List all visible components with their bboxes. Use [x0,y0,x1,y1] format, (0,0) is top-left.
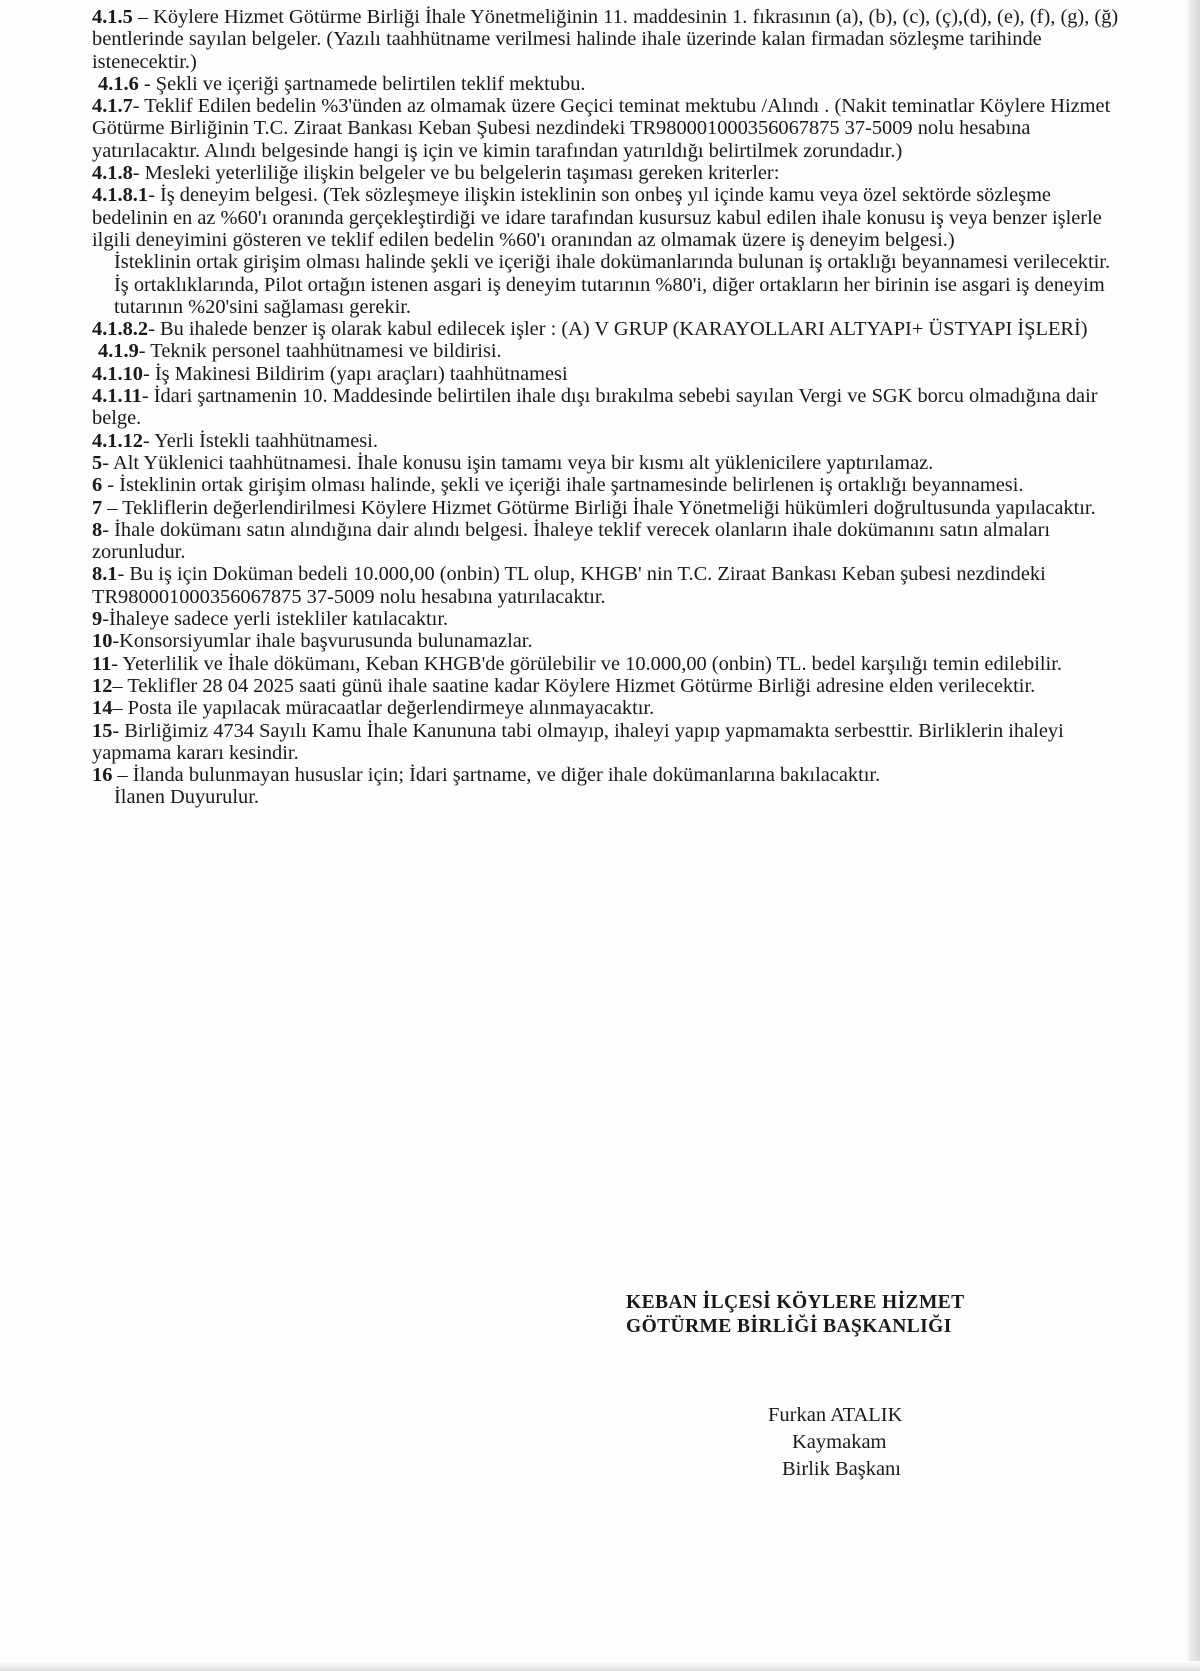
item-text: - Mesleki yeterliliğe ilişkin belgeler ve bu belgelerin taşıması gereken kriterler: [132,162,780,185]
paragraph-14 [92,697,1122,719]
scan-edge-shadow [1186,0,1200,1671]
item-number: 14 [92,697,113,720]
item-number: 4.1.5 [92,6,133,28]
item-number: 12 [92,674,113,697]
item-text: - İş deneyim belgesi. (Tek sözleşmeye ilişkin isteklinin son onbeş yıl içinde kamu veya özel sektörde sözleşme bedelinin en az %60'ı oranında gerçekleştirdiği ve idare tarafından kusursuz kabul edilen ihale konusu iş veya benzer işlerle ilgili deneyimini gösteren ve teklif edilen bedelin %60'ı oranından az olmamak üzere iş deneyim belgesi.) [92,184,1102,251]
item-number: 9 [92,608,103,631]
item-number: 11 [92,652,112,675]
signature-organization [626,1291,1066,1339]
item-text: – Teklifler 28 04 2025 saati günü ihale saatine kadar Köylere Hizmet Götürme Birliği adresine elden verilecektir. [112,674,1036,697]
item-text: - Yeterlilik ve İhale dökümanı, Keban KHGB'de görülebilir ve 10.000,00 (onbin) TL. bedel karşılığı temin edilebilir. [111,652,1062,675]
paragraph-11 [92,653,1122,675]
item-text: - Yerli İstekli taahhütnamesi. [142,429,379,452]
item-text: - İş Makinesi Bildirim (yapı araçları) taahhütnamesi [142,362,568,385]
item-number: 8.1 [92,563,118,586]
paragraph-16 [92,764,1122,786]
item-text: – Posta ile yapılacak müracaatlar değerlendirmeye alınmayacaktır. [112,697,655,720]
item-text: - İsteklinin ortak girişim olması halinde, şekli ve içeriği ihale şartnamesinde belirlenen iş ortaklığı beyannamesi. [102,474,1024,497]
paragraph-9 [92,608,1122,630]
paragraph-4-1-7 [92,95,1122,162]
item-number: 4.1.8.1 [92,184,149,207]
closing-line: İlanen Duyurulur. [114,786,259,809]
scan-edge-shadow-bottom [0,1661,1200,1671]
signer-title: Kaymakam [792,1431,887,1453]
item-number: 4.1.12 [92,429,143,452]
paragraph-4-1-9 [92,340,1122,362]
paragraph-15 [92,720,1122,765]
item-text: - Teknik personel taahhütnamesi ve bildirisi. [138,340,502,363]
item-number: 16 [92,764,113,787]
paragraph-4-1-8 [92,162,1122,184]
item-text: - İhale dokümanı satın alındığına dair alındı belgesi. İhaleye teklif verecek olanların ihale dokümanını satın almaları zorunludur. [92,518,1051,564]
item-text: – Tekliflerin değerlendirilmesi Köylere Hizmet Götürme Birliği İhale Yönetmeliği hükümleri doğrultusunda yapılacaktır. [102,496,1096,519]
item-number: 4.1.10 [92,362,143,385]
paragraph-10 [92,630,1122,652]
item-text: - Alt Yüklenici taahhütnamesi. İhale konusu işin tamamı veya bir kısmı alt yüklenicilere yaptırılamaz. [102,451,934,474]
item-number: 8 [92,518,103,541]
org-line-1: KEBAN İLÇESİ KÖYLERE HİZMET [626,1292,965,1313]
item-number: 15 [92,719,113,742]
item-number: 4.1.11 [92,385,142,408]
paragraph-joint-venture [92,251,1122,318]
item-text: - İdari şartnamenin 10. Maddesinde belirtilen ihale dışı bırakılma sebebi sayılan Vergi ve SGK borcu olmadığına dair belge. [92,385,1098,430]
item-text: – Köylere Hizmet Götürme Birliği İhale Yönetmeliğinin 11. maddesinin 1. fıkrasının (a), (b), (c), (ç),(d), (e), (f), (g), (ğ) bentlerinde sayılan belgeler. (Yazılı taahhütname verilmesi halinde ihale üzerinde kalan firmadan sözleşme tarihinde istenecektir.) [92,6,1119,73]
item-number: 4.1.6 [98,72,139,95]
item-number: 6 [92,474,103,497]
paragraph-4-1-8-1 [92,184,1122,251]
item-text: -İhaleye sadece yerli istekliler katılacaktır. [102,608,449,631]
item-text: - Bu iş için Doküman bedeli 10.000,00 (onbin) TL olup, KHGB' nin T.C. Ziraat Bankası Keban şubesi nezdindeki TR980001000356067875 37-5009 nolu hesabına yatırılacaktır. [92,563,1046,608]
item-text: - Bu ihalede benzer iş olarak kabul edilecek işler : (A) V GRUP (KARAYOLLARI ALTYAPI+ ÜSTYAPI İŞLERİ) [148,318,1088,341]
paragraph-4-1-8-2 [92,318,1122,340]
item-number: 10 [92,630,113,653]
item-number: 7 [92,496,103,519]
paragraph-6 [92,474,1122,496]
paragraph-4-1-10 [92,363,1122,385]
item-text: - Teklif Edilen bedelin %3'ünden az olmamak üzere Geçici teminat mektubu /Alındı . (Nakit teminatlar Köylere Hizmet Götürme Birliğinin T.C. Ziraat Bankası Keban Şubesi nezdindeki TR980001000356067875 37-5009 nolu hesabına yatırılacaktır. Alındı belgesinde hangi iş için ve kimin tarafından yatırıldığı belirtilmek zorundadır.) [92,95,1111,162]
paragraph-8-1 [92,563,1122,608]
item-number: 4.1.7 [92,95,133,118]
item-text: – İlanda bulunmayan hususlar için; İdari şartname, ve diğer ihale dokümanlarına bakılacaktır. [112,764,881,787]
item-number: 4.1.8.2 [92,318,149,341]
paragraph-4-1-5 [92,6,1122,73]
org-line-2: GÖTÜRME BİRLİĞİ BAŞKANLIĞI [626,1316,952,1337]
item-text: - Şekli ve içeriği şartnamede belirtilen teklif mektubu. [138,72,586,95]
paragraph-8 [92,519,1122,564]
item-text: -Konsorsiyumlar ihale başvurusunda bulunamazlar. [112,630,533,653]
paragraph-5 [92,452,1122,474]
item-text: İsteklinin ortak girişim olması halinde şekli ve içeriği ihale dokümanlarında bulunan iş ortaklığı beyannamesi verilecektir. İş ortaklıklarında, Pilot ortağın istenen asgari iş deneyim tutarının %80'i, diğer ortakların her birinin ise asgari iş deneyim tutarının %20'sini sağlaması gerekir. [114,251,1111,318]
document-body [92,6,1122,809]
paragraph-4-1-12 [92,430,1122,452]
paragraph-12 [92,675,1122,697]
item-number: 5 [92,451,103,474]
item-number: 4.1.9 [98,340,139,363]
item-number: 4.1.8 [92,162,133,185]
signer-name: Furkan ATALIK [768,1404,903,1426]
paragraph-4-1-6 [92,73,1122,95]
paragraph-7 [92,497,1122,519]
paragraph-4-1-11 [92,385,1122,430]
signer-role: Birlik Başkanı [782,1458,902,1480]
item-text: - Birliğimiz 4734 Sayılı Kamu İhale Kanununa tabi olmayıp, ihaleyi yapıp yapmamakta serbesttir. Birliklerin ihaleyi yapmama kararı kesindir. [92,719,1064,764]
signature-block [768,1402,988,1483]
